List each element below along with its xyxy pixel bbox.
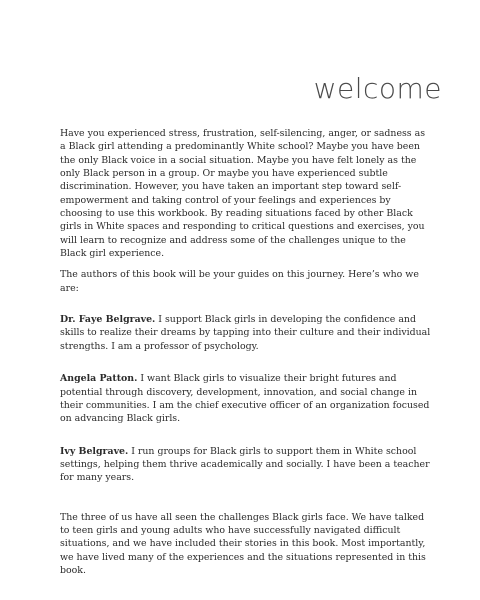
author-paragraph-ivy-belgrave: [60, 445, 432, 485]
author-name: Dr. Faye Belgrave.: [60, 314, 156, 326]
intro-paragraph: Have you experienced stress, frustration, self-silencing, anger, or sadness as a Black girl attending a predominantly White school? Maybe you have been the only Black voice in a social situation. Maybe you have felt lonely as the only Black person in a group. Or maybe you have experienced subtle discrimination. However, you have taken an important step toward self-empowerment and taking control of your feelings and experiences by choosing to use this workbook. By reading situations faced by other Black girls in White spaces and responding to critical questions and exercises, you will learn to recognize and address some of the challenges unique to the Black girl experience.: [60, 128, 426, 260]
author-bio: I want Black girls to visualize their bright futures and potential through discovery, development, innovation, and social change in their communities. I am the chief executive officer of an organization focused on advancing Black girls.: [60, 373, 430, 425]
closing-paragraph: The three of us have all seen the challenges Black girls face. We have talked to teen girls and young adults who have successfully navigated difficult situations, and we have included their stories in this book. Most importantly, we have lived many of the experiences and the situations represented in this book.: [60, 511, 426, 576]
body-text: [60, 127, 432, 577]
guides-lead-paragraph: The authors of this book will be your guides on this journey. Here’s who we are:: [60, 269, 419, 294]
author-name: Ivy Belgrave.: [60, 445, 129, 457]
author-paragraph-faye-belgrave: [60, 313, 432, 353]
author-bio: I support Black girls in developing the confidence and skills to realize their dreams by tapping into their culture and their individual strengths. I am a professor of psychology.: [60, 314, 431, 352]
page-heading: welcome: [313, 72, 442, 105]
author-paragraph-angela-patton: [60, 372, 432, 425]
author-name: Angela Patton.: [60, 373, 138, 385]
author-bio: I run groups for Black girls to support them in White school settings, helping them thrive academically and socially. I have been a teacher for many years.: [60, 445, 430, 484]
